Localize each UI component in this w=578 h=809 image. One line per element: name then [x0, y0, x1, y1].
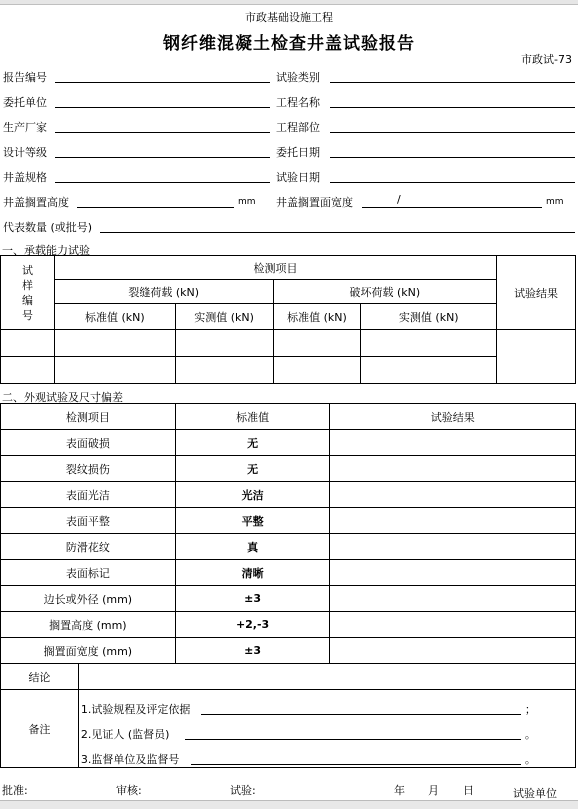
cover-spec-field[interactable] [55, 170, 270, 183]
remarks-line3-field[interactable] [191, 752, 521, 765]
month-label: 月 [428, 784, 439, 797]
crack-measured-cell[interactable] [175, 330, 273, 357]
item-cell: 搁置面宽度 (mm) [1, 638, 176, 664]
load-capacity-table [0, 255, 576, 384]
remarks-line1-field[interactable] [201, 702, 521, 715]
conclusion-label: 结论 [1, 664, 79, 690]
remarks-line2-end: 。 [524, 728, 536, 741]
test-items-header: 检测项目 [54, 256, 496, 280]
result-cell[interactable] [330, 482, 576, 508]
result-header: 试验结果 [497, 256, 576, 330]
client-field[interactable] [55, 95, 270, 108]
std-cell: 无 [175, 430, 330, 456]
result-cell[interactable] [330, 560, 576, 586]
std-cell: 真 [175, 534, 330, 560]
project-part-field[interactable] [330, 120, 575, 133]
report-subtitle: 市政基础设施工程 [245, 11, 333, 24]
remarks-label: 备注 [1, 690, 79, 768]
design-grade-label: 设计等级 [3, 146, 47, 159]
rest-height-field[interactable] [77, 195, 234, 208]
entrust-date-field[interactable] [330, 145, 575, 158]
item-cell: 搁置高度 (mm) [1, 612, 176, 638]
report-no-label: 报告编号 [3, 71, 47, 84]
rest-width-label: 井盖搁置面宽度 [276, 196, 353, 209]
failure-std-cell[interactable] [273, 357, 361, 384]
failure-measured-header: 实测值 (kN) [361, 304, 497, 330]
std-cell: 无 [175, 456, 330, 482]
test-unit-label: 试验单位 [513, 787, 557, 800]
failure-load-header: 破坏荷载 (kN) [273, 280, 497, 304]
result-cell[interactable] [330, 430, 576, 456]
section2-title: 二、外观试验及尺寸偏差 [2, 391, 123, 404]
report-no-field[interactable] [55, 70, 270, 83]
conclusion-cell[interactable] [78, 664, 575, 690]
item-cell: 裂纹损伤 [1, 456, 176, 482]
conclusion-table [0, 663, 576, 768]
item-cell: 表面平整 [1, 508, 176, 534]
std-cell: 平整 [175, 508, 330, 534]
item-cell: 边长或外径 (mm) [1, 586, 176, 612]
batch-qty-label: 代表数量 (或批号) [3, 221, 93, 234]
crack-load-header: 裂缝荷载 (kN) [54, 280, 273, 304]
result-cell[interactable] [330, 612, 576, 638]
std-cell: ±3 [175, 586, 330, 612]
sample-cell[interactable] [1, 330, 55, 357]
sample-cell[interactable] [1, 357, 55, 384]
item-cell: 表面光洁 [1, 482, 176, 508]
batch-qty-field[interactable] [100, 220, 575, 233]
form-code: 市政试-73 [521, 53, 572, 66]
crack-measured-header: 实测值 (kN) [175, 304, 273, 330]
item-cell: 表面标记 [1, 560, 176, 586]
appearance-table [0, 403, 576, 664]
design-grade-field[interactable] [55, 145, 270, 158]
std-header: 标准值 [175, 404, 330, 430]
crack-measured-cell[interactable] [175, 357, 273, 384]
rest-height-label: 井盖搁置高度 [3, 196, 69, 209]
crack-std-cell[interactable] [54, 330, 175, 357]
test-category-field[interactable] [330, 70, 575, 83]
remarks-line3: 3.监督单位及监督号 [80, 753, 180, 766]
test-date-field[interactable] [330, 170, 575, 183]
item-cell: 防滑花纹 [1, 534, 176, 560]
rest-height-unit: mm [238, 197, 256, 207]
remarks-line2-field[interactable] [185, 727, 521, 740]
entrust-date-label: 委托日期 [276, 146, 320, 159]
remarks-cell[interactable] [78, 690, 575, 768]
std-cell: ±3 [175, 638, 330, 664]
sample-no-header [1, 256, 55, 330]
std-cell: 光洁 [175, 482, 330, 508]
approve-label: 批准: [2, 784, 28, 797]
crack-std-header: 标准值 (kN) [54, 304, 175, 330]
project-name-label: 工程名称 [276, 96, 320, 109]
sample-no-text: 试 样 编 号 [21, 263, 33, 322]
project-name-field[interactable] [330, 95, 575, 108]
report-title: 钢纤维混凝土检查井盖试验报告 [163, 34, 415, 54]
section1-title: 一、承载能力试验 [2, 244, 90, 257]
test-category-label: 试验类别 [276, 71, 320, 84]
rest-width-field[interactable] [362, 195, 542, 208]
result-header: 试验结果 [330, 404, 576, 430]
result-cell[interactable] [330, 456, 576, 482]
remarks-line2: 2.见证人 (监督员) [80, 728, 170, 741]
failure-std-cell[interactable] [273, 330, 361, 357]
failure-std-header: 标准值 (kN) [273, 304, 361, 330]
result-cell[interactable] [330, 638, 576, 664]
result-cell[interactable] [330, 534, 576, 560]
client-label: 委托单位 [3, 96, 47, 109]
remarks-line1: 1.试验规程及评定依据 [80, 703, 191, 716]
rest-width-slash: / [397, 193, 401, 206]
cover-spec-label: 井盖规格 [3, 171, 47, 184]
crack-std-cell[interactable] [54, 357, 175, 384]
manufacturer-field[interactable] [55, 120, 270, 133]
year-label: 年 [394, 784, 405, 797]
day-label: 日 [463, 784, 474, 797]
result-cell[interactable] [497, 330, 576, 384]
project-part-label: 工程部位 [276, 121, 320, 134]
std-cell: 清晰 [175, 560, 330, 586]
rest-width-unit: mm [546, 197, 564, 207]
result-cell[interactable] [330, 586, 576, 612]
item-header: 检测项目 [1, 404, 176, 430]
remarks-line3-end: 。 [524, 753, 536, 766]
test-label: 试验: [230, 784, 256, 797]
review-label: 审核: [116, 784, 142, 797]
std-cell: +2,-3 [175, 612, 330, 638]
manufacturer-label: 生产厂家 [3, 121, 47, 134]
result-cell[interactable] [330, 508, 576, 534]
failure-measured-cell[interactable] [361, 330, 497, 357]
item-cell: 表面破损 [1, 430, 176, 456]
failure-measured-cell[interactable] [361, 357, 497, 384]
test-date-label: 试验日期 [276, 171, 320, 184]
column-ruler [0, 0, 578, 5]
remarks-line1-end: ； [524, 703, 536, 716]
